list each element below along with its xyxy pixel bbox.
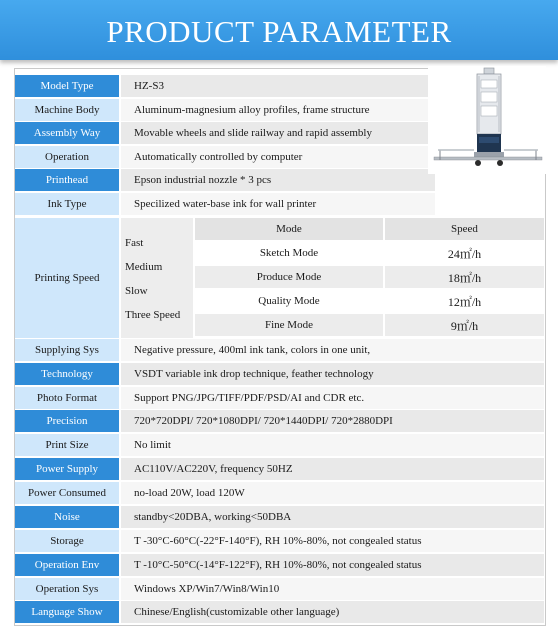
mode-header: Mode (195, 218, 383, 240)
mode-cell: Quality Mode (195, 290, 383, 312)
label-supplying-sys: Supplying Sys (15, 339, 119, 361)
wall-printer-machine-icon (428, 66, 546, 174)
label-technology: Technology (15, 363, 119, 385)
label-operation: Operation (15, 146, 119, 168)
speed-level: Slow (125, 285, 148, 297)
printing-speed-block (15, 218, 544, 338)
label-photo-format: Photo Format (15, 387, 119, 409)
value-power-consumed: no-load 20W, load 120W (121, 482, 544, 504)
speed-mode-table (195, 218, 544, 338)
value-technology: VSDT variable ink drop technique, feather technology (121, 363, 544, 385)
label-precision: Precision (15, 410, 119, 432)
value-supplying-sys: Negative pressure, 400ml ink tank, colors in one unit, (121, 339, 544, 361)
row-precision (15, 410, 544, 432)
row-storage (15, 530, 544, 552)
value-photo-format: Support PNG/JPG/TIFF/PDF/PSD/AI and CDR etc. (121, 387, 544, 409)
value-printhead: Epson industrial nozzle * 3 pcs (121, 169, 435, 191)
value-model-type: HZ-S3 (121, 75, 435, 97)
label-ink-type: Ink Type (15, 193, 119, 215)
row-technology (15, 363, 544, 385)
speed-cell: 18㎡/h (385, 266, 544, 288)
value-operation-sys: Windows XP/Win7/Win8/Win10 (121, 578, 544, 600)
value-ink-type: Specilized water-base ink for wall printer (121, 193, 435, 215)
mode-cell: Fine Mode (195, 314, 383, 336)
speed-level: Fast (125, 237, 144, 249)
row-operation-env (15, 554, 544, 576)
label-power-supply: Power Supply (15, 458, 119, 480)
speed-levels (121, 218, 193, 338)
value-language-show: Chinese/English(customizable other language) (121, 601, 544, 623)
row-print-size (15, 434, 544, 456)
value-precision: 720*720DPI/ 720*1080DPI/ 720*1440DPI/ 720*2880DPI (121, 410, 544, 432)
mode-cell: Sketch Mode (195, 242, 383, 264)
label-noise: Noise (15, 506, 119, 528)
page-title: PRODUCT PARAMETER (106, 14, 452, 49)
label-print-size: Print Size (15, 434, 119, 456)
row-power-consumed (15, 482, 544, 504)
value-noise: standby<20DBA, working<50DBA (121, 506, 544, 528)
value-operation: Automatically controlled by computer (121, 146, 435, 168)
label-assembly-way: Assembly Way (15, 122, 119, 144)
speed-level: Three Speed (125, 309, 181, 321)
row-power-supply (15, 458, 544, 480)
label-power-consumed: Power Consumed (15, 482, 119, 504)
speed-cell: 9㎡/h (385, 314, 544, 336)
label-model-type: Model Type (15, 75, 119, 97)
value-operation-env: T -10°C-50°C(-14°F-122°F), RH 10%-80%, not congealed status (121, 554, 544, 576)
speed-level: Medium (125, 261, 163, 273)
value-assembly-way: Movable wheels and slide railway and rapid assembly (121, 122, 435, 144)
row-ink-type (15, 193, 544, 215)
row-photo-format (15, 387, 544, 409)
label-machine-body: Machine Body (15, 99, 119, 121)
speed-cell: 12㎡/h (385, 290, 544, 312)
value-print-size: No limit (121, 434, 544, 456)
label-printing-speed: Printing Speed (15, 218, 119, 338)
value-storage: T -30°C-60°C(-22°F-140°F), RH 10%-80%, not congealed status (121, 530, 544, 552)
row-operation-sys (15, 578, 544, 600)
mode-cell: Produce Mode (195, 266, 383, 288)
row-noise (15, 506, 544, 528)
label-printhead: Printhead (15, 169, 119, 191)
speed-cell: 24㎡/h (385, 242, 544, 264)
row-language-show (15, 601, 544, 623)
label-language-show: Language Show (15, 601, 119, 623)
label-operation-sys: Operation Sys (15, 578, 119, 600)
speed-header: Speed (385, 218, 544, 240)
label-storage: Storage (15, 530, 119, 552)
label-operation-env: Operation Env (15, 554, 119, 576)
row-supplying-sys (15, 339, 544, 361)
value-machine-body: Aluminum-magnesium alloy profiles, frame structure (121, 99, 435, 121)
value-power-supply: AC110V/AC220V, frequency 50HZ (121, 458, 544, 480)
